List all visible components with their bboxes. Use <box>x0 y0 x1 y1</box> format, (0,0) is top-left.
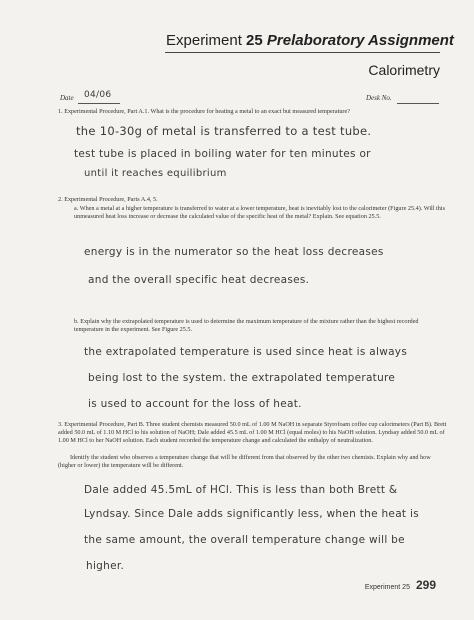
answer-2b-line-2: being lost to the system. the extrapolated temperature <box>88 372 396 384</box>
question-2a <box>74 205 448 221</box>
question-2b <box>74 318 448 334</box>
question-2 <box>58 196 448 204</box>
answer-2b-line-3: is used to account for the loss of heat. <box>88 398 302 410</box>
question-3-part-2 <box>58 454 448 470</box>
answer-1-line-3: until it reaches equilibrium <box>84 168 227 179</box>
date-value: 04/06 <box>84 90 112 100</box>
answer-1-line-1: the 10-30g of metal is transferred to a test tube. <box>76 124 372 138</box>
answer-1-line-2: test tube is placed in boiling water for ten minutes or <box>74 148 371 160</box>
question-3 <box>58 421 448 445</box>
page-number: 299 <box>415 578 436 592</box>
page-footer <box>365 578 436 592</box>
page-subtitle: Calorimetry <box>368 62 440 78</box>
question-2b-text: b. Explain why the extrapolated temperature is used to determine the maximum temperature of the mixture rather than the highest recorded temperature in the experiment. See Figure 25.5. <box>74 318 419 333</box>
desk-label: Desk No. <box>366 94 392 102</box>
answer-3-line-4: higher. <box>86 560 125 572</box>
assignment-title: Prelaboratory Assignment <box>266 32 454 49</box>
question-2-text: 2. Experimental Procedure, Parts A.4, 5. <box>58 196 158 203</box>
desk-line <box>397 103 439 104</box>
experiment-number: 25 <box>246 32 263 49</box>
question-3-text: 3. Experimental Procedure, Part B. Three student chemists measured 50.0 mL of 1.00 M NaOH in separate Styrofoam coffee cup calorimeters (Part B). Brett added 50.0 mL of 1.10 M HCl to his solution of NaOH; Dale added 45.5 mL of 1.00 M HCl (equal moles) to his NaOH solution. Lyndsay added 50.0 mL of 1.00 M HCl to her NaOH solution. Each student recorded the temperature change and calculated the enthalpy of neutralization. <box>58 421 447 444</box>
footer-label: Experiment 25 <box>364 584 410 591</box>
question-3-text-2: Identify the student who observes a temperature change that will be different from that observed by the other two chemists. Explain why and how (higher or lower) the temperature will be different. <box>58 454 431 469</box>
header-rule <box>165 52 440 53</box>
answer-3-line-2: Lyndsay. Since Dale adds significantly less, when the heat is <box>84 508 419 520</box>
experiment-prefix: Experiment <box>166 32 242 49</box>
answer-2b-line-1: the extrapolated temperature is used since heat is always <box>84 346 408 358</box>
question-1 <box>58 108 448 116</box>
answer-2a-line-1: energy is in the numerator so the heat loss decreases <box>84 246 384 258</box>
date-label: Date <box>60 94 74 102</box>
answer-3-line-3: the same amount, the overall temperature change will be <box>84 534 405 546</box>
date-line <box>78 103 120 104</box>
question-1-text: 1. Experimental Procedure, Part A.1. What is the procedure for heating a metal to an exact but measured temperature? <box>58 108 350 115</box>
question-2a-text: a. When a metal at a higher temperature is transferred to water at a lower temperature, heat is inevitably lost to the calorimeter (Figure 25.4). Will this unmeasured heat loss increase or decrease the calculated value of the specific heat of the metal? Explain. See equation 25.5. <box>74 205 445 220</box>
answer-3-line-1: Dale added 45.5mL of HCl. This is less than both Brett & <box>84 484 398 496</box>
answer-2a-line-2: and the overall specific heat decreases. <box>88 274 310 286</box>
experiment-title <box>166 32 456 49</box>
